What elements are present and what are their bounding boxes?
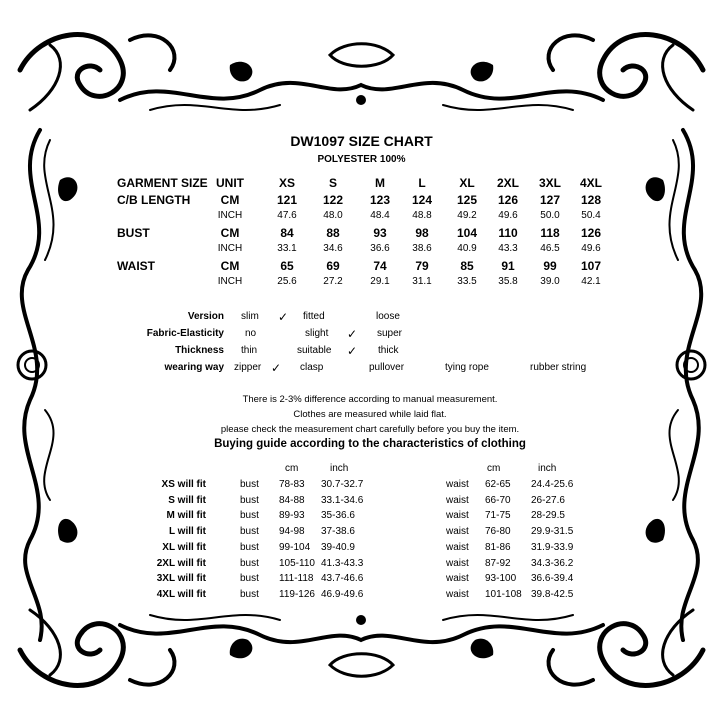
characteristic-option: thick [378,345,399,356]
characteristic-label: wearing way [164,362,224,373]
guide-waist-inch: 34.3-36.2 [531,557,574,569]
header-col-4: L [418,176,426,190]
row-unit-cm: CM [220,226,240,240]
characteristic-option: no [245,328,257,339]
cell-inch: 46.5 [540,243,560,254]
cell-inch: 25.6 [277,276,297,287]
cell-inch: 27.2 [323,276,343,287]
cell-inch: 38.6 [412,243,432,254]
guide-waist-cm: 101-108 [485,588,522,600]
characteristic-option: suitable [297,345,332,356]
material-label: POLYESTER 100% [317,154,406,165]
cell-inch: 49.6 [581,243,601,254]
characteristic-option: tying rope [445,362,489,373]
guide-waist-label: waist [446,494,469,506]
guide-bust-inch: 35-36.6 [321,510,355,522]
cell-cm: 125 [456,193,478,207]
guide-inch-header-left: inch [330,463,349,474]
guide-waist-inch: 29.9-31.5 [531,526,574,538]
cell-cm: 84 [280,226,294,240]
guide-bust-inch: 30.7-32.7 [321,479,364,490]
cell-inch: 47.6 [277,210,297,221]
guide-bust-inch: 43.7-46.6 [321,573,364,585]
cell-inch: 50.0 [540,210,560,221]
cell-cm: 69 [326,259,340,273]
header-col-1: XS [278,176,295,190]
cell-cm: 122 [322,193,344,207]
characteristic-option: thin [241,345,258,356]
guide-size-label: L will fit [168,526,206,538]
guide-size-label: 2XL will fit [156,557,206,569]
measurement-note-3: please check the measurement chart carefully before you buy the item. [220,424,520,435]
row-unit-inch: INCH [217,210,243,221]
guide-bust-cm: 111-118 [279,573,314,585]
cell-inch: 39.0 [540,276,560,287]
cell-cm: 93 [373,226,387,240]
cell-inch: 50.4 [581,210,601,221]
cell-cm: 126 [580,226,602,240]
cell-inch: 48.0 [323,210,343,221]
guide-waist-label: waist [446,588,469,600]
cell-inch: 34.6 [323,243,343,254]
cell-inch: 42.1 [581,276,601,287]
guide-bust-inch: 39-40.9 [321,541,355,553]
header-col-2: S [328,176,337,190]
guide-size-label: M will fit [166,510,206,522]
guide-bust-label: bust [240,573,259,585]
guide-bust-label: bust [240,541,259,553]
row-name: BUST [117,226,150,240]
cell-cm: 107 [580,259,602,273]
characteristic-option: slight [305,328,329,339]
cell-cm: 91 [501,259,515,273]
guide-waist-inch: 28-29.5 [531,510,565,522]
guide-waist-cm: 81-86 [485,541,511,553]
guide-size-label: 4XL will fit [156,588,206,600]
cell-cm: 99 [543,259,557,273]
guide-waist-cm: 87-92 [485,557,511,569]
guide-bust-cm: 84-88 [279,494,305,506]
cell-inch: 43.3 [498,243,518,254]
guide-size-label: 3XL will fit [156,573,206,585]
row-unit-inch: INCH [217,243,243,254]
chart-title: DW1097 SIZE CHART [290,133,433,149]
cell-inch: 48.4 [370,210,390,221]
header-col-6: 2XL [496,176,519,190]
guide-waist-label: waist [446,573,469,585]
guide-bust-inch: 41.3-43.3 [321,557,364,569]
guide-waist-cm: 66-70 [485,494,511,506]
cell-inch: 33.5 [457,276,477,287]
guide-bust-label: bust [240,526,259,538]
guide-waist-label: waist [446,557,469,569]
row-unit-cm: CM [220,193,240,207]
guide-waist-inch: 36.6-39.4 [531,573,574,585]
check-mark-icon: ✓ [347,344,358,358]
guide-bust-inch: 33.1-34.6 [321,494,364,506]
guide-bust-label: bust [240,510,259,522]
guide-size-label: XS will fit [161,479,206,490]
guide-bust-cm: 89-93 [279,510,305,522]
cell-cm: 85 [460,259,474,273]
guide-inch-header-right: inch [538,463,557,474]
check-mark-icon: ✓ [271,361,282,375]
row-name: WAIST [117,259,155,273]
guide-waist-inch: 26-27.6 [531,494,565,506]
cell-cm: 104 [456,226,478,240]
guide-bust-cm: 119-126 [279,588,315,600]
cell-cm: 88 [326,226,340,240]
guide-cm-header-left: cm [285,463,299,474]
cell-cm: 126 [497,193,519,207]
guide-bust-inch: 46.9-49.6 [321,588,364,600]
guide-waist-inch: 24.4-25.6 [531,479,574,490]
guide-size-label: S will fit [168,494,206,506]
cell-inch: 49.2 [457,210,477,221]
characteristic-option: loose [376,311,400,322]
guide-size-label: XL will fit [162,541,206,553]
guide-waist-cm: 76-80 [485,526,511,538]
row-unit-cm: CM [220,259,240,273]
cell-cm: 74 [373,259,387,273]
characteristic-label: Thickness [175,345,224,356]
cell-inch: 33.1 [277,243,297,254]
characteristic-label: Fabric-Elasticity [146,328,224,339]
characteristic-option: rubber string [530,362,587,373]
guide-waist-label: waist [446,510,469,522]
cell-inch: 36.6 [370,243,390,254]
cell-cm: 65 [280,259,294,273]
guide-waist-cm: 93-100 [485,573,517,585]
characteristic-option: slim [241,311,259,322]
guide-bust-cm: 78-83 [279,479,305,490]
cell-inch: 29.1 [370,276,390,287]
characteristic-option: fitted [303,311,325,322]
guide-cm-header-right: cm [487,463,501,474]
guide-waist-label: waist [446,541,469,553]
cell-cm: 128 [580,193,602,207]
header-col-7: 3XL [538,176,561,190]
measurement-note-1: There is 2-3% difference according to manual measurement. [242,394,498,405]
header-col-8: 4XL [579,176,602,190]
cell-cm: 123 [369,193,391,207]
cell-inch: 40.9 [457,243,477,254]
cell-cm: 121 [276,193,298,207]
cell-cm: 110 [498,226,518,240]
characteristic-option: pullover [369,362,405,373]
cell-inch: 48.8 [412,210,432,221]
guide-bust-label: bust [240,557,259,569]
cell-inch: 31.1 [412,276,432,287]
guide-waist-label: waist [446,479,469,490]
guide-waist-cm: 62-65 [485,479,511,490]
guide-bust-inch: 37-38.6 [321,526,355,538]
guide-bust-label: bust [240,494,259,506]
header-col-3: M [375,176,385,190]
characteristic-option: super [377,328,403,339]
guide-bust-label: bust [240,479,259,490]
cell-cm: 124 [411,193,433,207]
buying-guide-title: Buying guide according to the characteristics of clothing [214,438,526,450]
header-garment-size: GARMENT SIZE [117,176,208,190]
header-col-0: UNIT [216,176,244,190]
cell-inch: 49.6 [498,210,518,221]
check-mark-icon: ✓ [278,310,289,324]
characteristic-option: zipper [234,362,262,373]
row-name: C/B LENGTH [117,193,191,207]
cell-cm: 79 [415,259,429,273]
characteristic-label: Version [187,311,224,322]
guide-bust-cm: 94-98 [279,526,305,538]
cell-inch: 35.8 [498,276,518,287]
check-mark-icon: ✓ [347,327,358,341]
guide-waist-inch: 31.9-33.9 [531,541,574,553]
guide-bust-cm: 99-104 [279,541,311,553]
guide-waist-inch: 39.8-42.5 [531,588,574,600]
guide-bust-label: bust [240,588,259,600]
guide-waist-cm: 71-75 [485,510,511,522]
measurement-note-2: Clothes are measured while laid flat. [293,409,447,420]
row-unit-inch: INCH [217,276,243,287]
guide-waist-label: waist [446,526,469,538]
cell-cm: 127 [539,193,561,207]
cell-cm: 118 [540,226,560,240]
guide-bust-cm: 105-110 [279,557,315,569]
header-col-5: XL [459,176,475,190]
characteristic-option: clasp [300,362,324,373]
cell-cm: 98 [415,226,429,240]
